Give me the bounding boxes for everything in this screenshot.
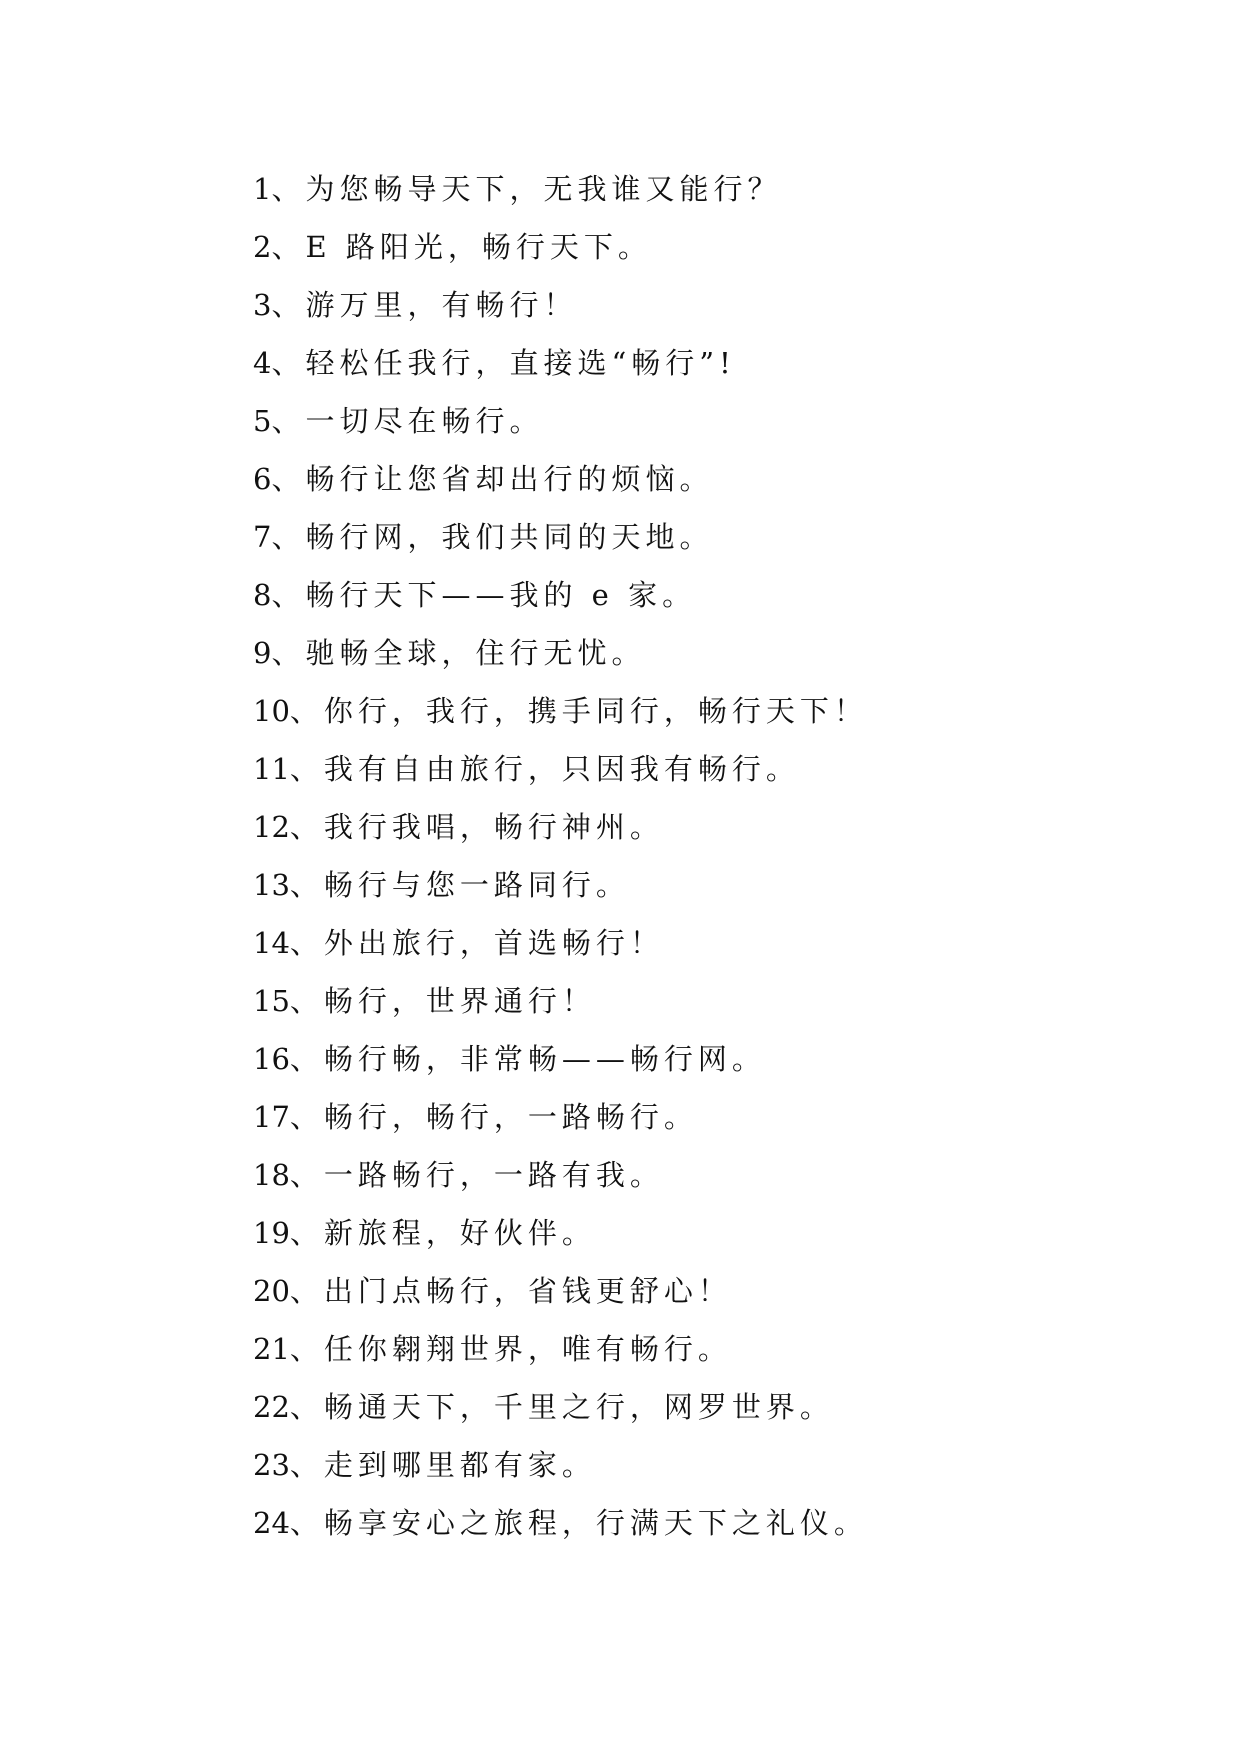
slogan-separator: 、 bbox=[289, 868, 324, 902]
slogan-number: 1 bbox=[253, 172, 272, 206]
slogan-number: 5 bbox=[253, 404, 272, 438]
slogan-text: 轻松任我行，直接选“畅行”! bbox=[305, 346, 736, 380]
slogan-item bbox=[253, 1088, 1193, 1146]
slogan-list bbox=[253, 160, 1193, 1552]
slogan-item bbox=[253, 276, 1193, 334]
slogan-separator: 、 bbox=[289, 1506, 324, 1540]
slogan-text: 出门点畅行，省钱更舒心！ bbox=[323, 1274, 732, 1308]
slogan-separator: 、 bbox=[289, 694, 324, 728]
slogan-separator: 、 bbox=[289, 984, 324, 1018]
slogan-item bbox=[253, 1204, 1193, 1262]
slogan-text: 畅享安心之旅程，行满天下之礼仪。 bbox=[323, 1506, 868, 1540]
slogan-number: 2 bbox=[253, 230, 272, 264]
slogan-number: 23 bbox=[253, 1448, 290, 1482]
slogan-number: 13 bbox=[253, 868, 290, 902]
slogan-text: 畅行让您省却出行的烦恼。 bbox=[305, 462, 714, 496]
slogan-number: 22 bbox=[253, 1390, 290, 1424]
slogan-text: 新旅程，好伙伴。 bbox=[323, 1216, 596, 1250]
slogan-item bbox=[253, 1494, 1193, 1552]
slogan-item bbox=[253, 972, 1193, 1030]
slogan-item bbox=[253, 508, 1193, 566]
slogan-separator: 、 bbox=[289, 926, 324, 960]
slogan-text: 畅通天下，千里之行，网罗世界。 bbox=[323, 1390, 834, 1424]
slogan-text: 任你翱翔世界，唯有畅行。 bbox=[323, 1332, 732, 1366]
slogan-number: 16 bbox=[253, 1042, 290, 1076]
slogan-text: 畅行畅，非常畅——畅行网。 bbox=[323, 1042, 766, 1076]
slogan-separator: 、 bbox=[289, 810, 324, 844]
slogan-separator: 、 bbox=[289, 1448, 324, 1482]
slogan-item bbox=[253, 856, 1193, 914]
slogan-number: 11 bbox=[253, 752, 290, 786]
slogan-item bbox=[253, 160, 1193, 218]
slogan-separator: 、 bbox=[289, 1042, 324, 1076]
slogan-number: 15 bbox=[253, 984, 290, 1018]
slogan-text: 畅行与您一路同行。 bbox=[323, 868, 630, 902]
slogan-item bbox=[253, 624, 1193, 682]
slogan-item bbox=[253, 1320, 1193, 1378]
slogan-separator: 、 bbox=[289, 1158, 324, 1192]
slogan-text: 走到哪里都有家。 bbox=[323, 1448, 596, 1482]
slogan-text: 外出旅行，首选畅行！ bbox=[323, 926, 664, 960]
slogan-text: 畅行天下——我的 e 家。 bbox=[305, 578, 697, 612]
slogan-item bbox=[253, 1146, 1193, 1204]
slogan-number: 6 bbox=[253, 462, 272, 496]
slogan-text: 畅行网，我们共同的天地。 bbox=[305, 520, 714, 554]
slogan-separator: 、 bbox=[271, 462, 306, 496]
slogan-number: 9 bbox=[253, 636, 272, 670]
slogan-text: 游万里，有畅行！ bbox=[305, 288, 578, 322]
slogan-number: 24 bbox=[253, 1506, 290, 1540]
slogan-number: 7 bbox=[253, 520, 272, 554]
slogan-text: 一路畅行，一路有我。 bbox=[323, 1158, 664, 1192]
slogan-text: 你行，我行，携手同行，畅行天下！ bbox=[323, 694, 868, 728]
slogan-number: 20 bbox=[253, 1274, 290, 1308]
slogan-number: 10 bbox=[253, 694, 290, 728]
slogan-separator: 、 bbox=[289, 752, 324, 786]
slogan-separator: 、 bbox=[289, 1332, 324, 1366]
slogan-item bbox=[253, 1436, 1193, 1494]
slogan-text: 为您畅导天下，无我谁又能行？ bbox=[305, 172, 782, 206]
slogan-text: 我有自由旅行，只因我有畅行。 bbox=[323, 752, 800, 786]
slogan-number: 21 bbox=[253, 1332, 290, 1366]
slogan-item bbox=[253, 798, 1193, 856]
slogan-separator: 、 bbox=[289, 1274, 324, 1308]
slogan-number: 4 bbox=[253, 346, 272, 380]
slogan-text: 畅行，世界通行！ bbox=[323, 984, 596, 1018]
slogan-separator: 、 bbox=[271, 172, 306, 206]
slogan-item bbox=[253, 740, 1193, 798]
slogan-item bbox=[253, 392, 1193, 450]
slogan-separator: 、 bbox=[289, 1100, 324, 1134]
slogan-separator: 、 bbox=[271, 346, 306, 380]
slogan-item bbox=[253, 682, 1193, 740]
slogan-separator: 、 bbox=[271, 578, 306, 612]
slogan-item bbox=[253, 914, 1193, 972]
slogan-separator: 、 bbox=[271, 230, 306, 264]
slogan-item bbox=[253, 566, 1193, 624]
slogan-text: 驰畅全球，住行无忧。 bbox=[305, 636, 646, 670]
slogan-number: 8 bbox=[253, 578, 272, 612]
slogan-number: 17 bbox=[253, 1100, 290, 1134]
slogan-separator: 、 bbox=[289, 1390, 324, 1424]
slogan-item bbox=[253, 1262, 1193, 1320]
slogan-separator: 、 bbox=[271, 636, 306, 670]
slogan-text: 我行我唱，畅行神州。 bbox=[323, 810, 664, 844]
slogan-item bbox=[253, 218, 1193, 276]
slogan-number: 12 bbox=[253, 810, 290, 844]
slogan-text: E 路阳光，畅行天下。 bbox=[305, 230, 652, 264]
slogan-item bbox=[253, 334, 1193, 392]
slogan-number: 14 bbox=[253, 926, 290, 960]
slogan-text: 一切尽在畅行。 bbox=[305, 404, 544, 438]
slogan-separator: 、 bbox=[271, 288, 306, 322]
slogan-item bbox=[253, 1378, 1193, 1436]
slogan-item bbox=[253, 1030, 1193, 1088]
slogan-number: 18 bbox=[253, 1158, 290, 1192]
slogan-item bbox=[253, 450, 1193, 508]
slogan-number: 3 bbox=[253, 288, 272, 322]
slogan-separator: 、 bbox=[271, 404, 306, 438]
slogan-separator: 、 bbox=[271, 520, 306, 554]
slogan-number: 19 bbox=[253, 1216, 290, 1250]
slogan-separator: 、 bbox=[289, 1216, 324, 1250]
slogan-text: 畅行，畅行，一路畅行。 bbox=[323, 1100, 698, 1134]
